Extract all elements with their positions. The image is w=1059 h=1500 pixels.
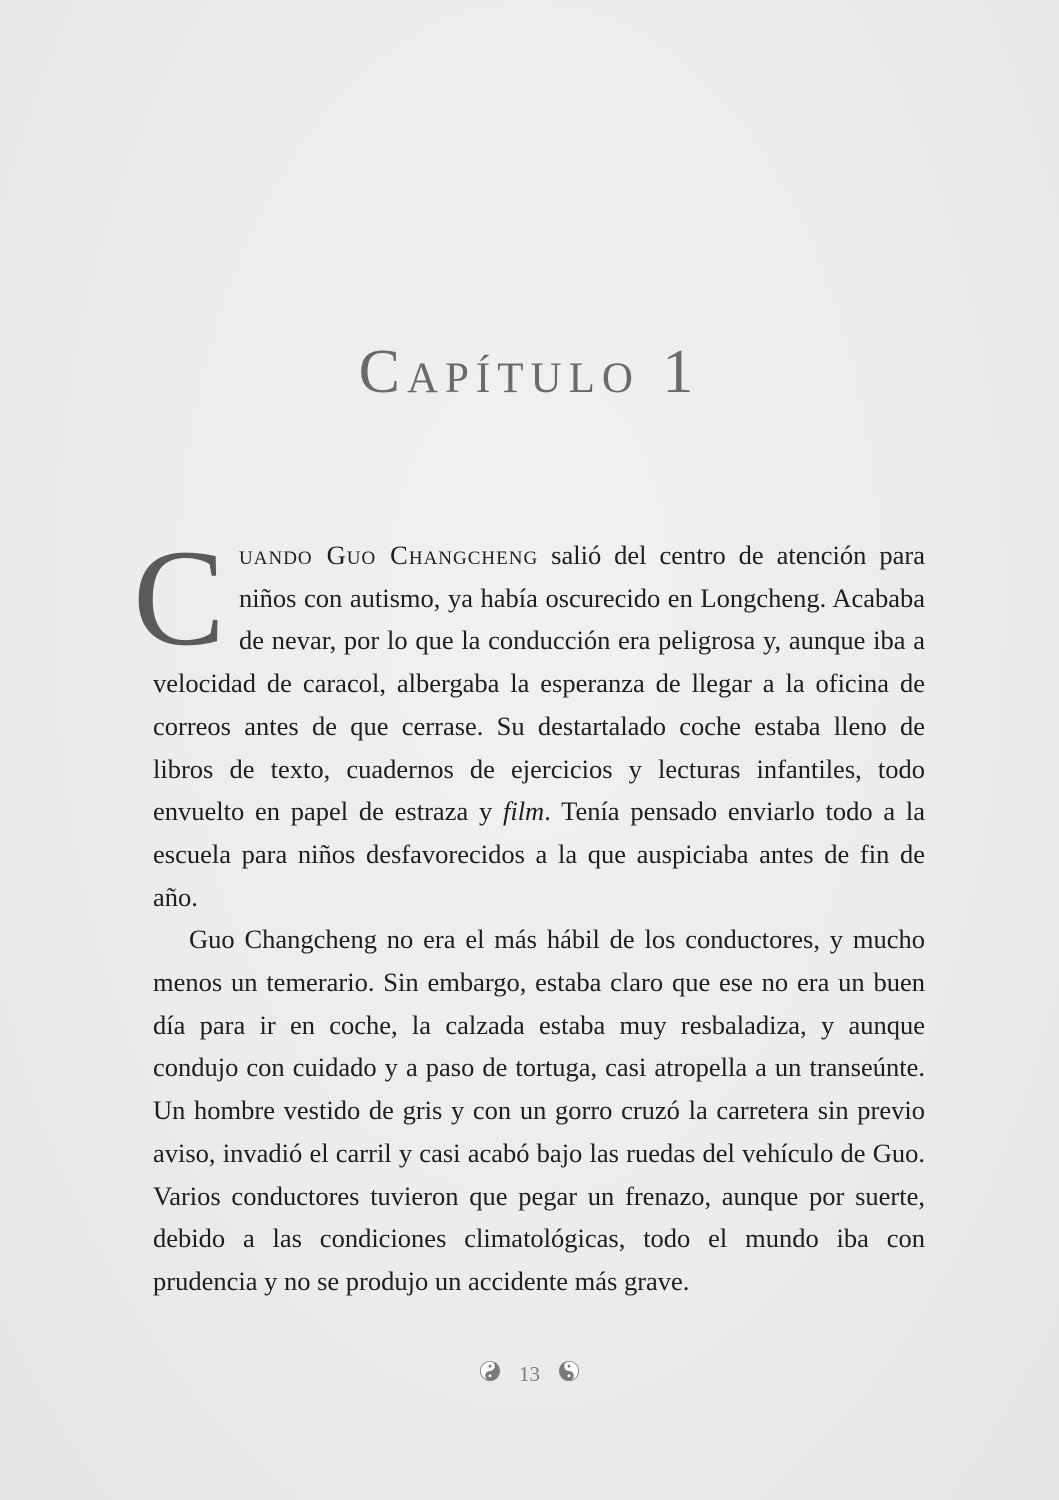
chapter-title: Capítulo 1 (358, 338, 701, 406)
paragraph-1 (133, 521, 925, 918)
yin-yang-icon (480, 1354, 500, 1394)
paragraph-1-end: . Tenía pensado enviarlo todo a la escuela para niños desfavorecidos a la que auspiciaba antes de fin de año. (153, 796, 925, 912)
yin-yang-icon (559, 1354, 579, 1394)
drop-cap: C (133, 521, 226, 674)
chapter-body (133, 521, 925, 1303)
lead-small-caps: uando Guo Changcheng (239, 540, 539, 570)
paragraph-2: Guo Changcheng no era el más hábil de los conductores, y mucho menos un temerario. Sin embargo, estaba claro que ese no era un buen día para ir en coche, la calzada estaba muy resbaladiza, y aunque condujo con cuidado y a paso de tortuga, casi atropella a un transeúnte. Un hombre vestido de gris y con un gorro cruzó la carretera sin previo aviso, invadió el carril y casi acabó bajo las ruedas del vehículo de Guo. Varios conductores tuvieron que pegar un frenazo, aunque por suerte, debido a las condiciones climatológicas, todo el mundo iba con prudencia y no se produjo un accidente más grave. (153, 924, 925, 1296)
page-footer (0, 1352, 1059, 1394)
italic-word: film (502, 796, 545, 827)
paragraph-1-text: salió del centro de atención para niños con autismo, ya había oscurecido en Longcheng. Acababa de nevar, por lo que la conducción era peligrosa y, aunque iba a velocidad de caracol, albergaba la esperanza de llegar a la oficina de correos antes de que cerrase. Su destartalado coche estaba lleno de libros de texto, cuadernos de ejercicios y lecturas infantiles, todo envuelto en papel de estraza y (153, 540, 925, 827)
page-number: 13 (519, 1362, 540, 1387)
